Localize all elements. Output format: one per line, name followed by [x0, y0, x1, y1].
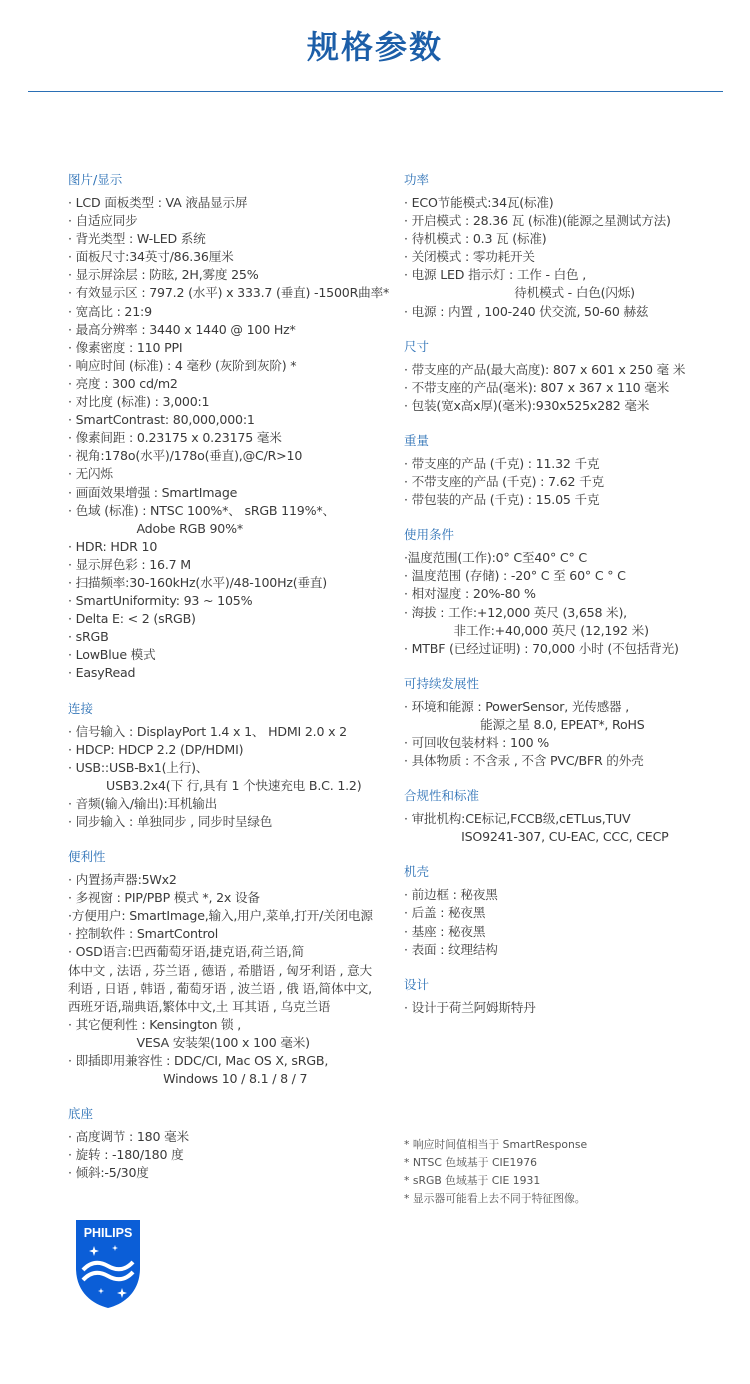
spec-list — [404, 549, 734, 658]
spec-list — [404, 361, 734, 415]
spec-list — [68, 871, 402, 1088]
spec-section — [404, 862, 734, 958]
section-title: 合规性和标准 — [404, 788, 480, 804]
spec-item: · 带包装的产品 (千克) : 15.05 千克 — [404, 492, 600, 508]
spec-list — [404, 810, 734, 846]
section-title: 可持续发展性 — [404, 675, 480, 691]
spec-item: · 显示屏色彩 : 16.7 M — [68, 556, 191, 572]
spec-section — [404, 431, 734, 509]
spec-section — [68, 1104, 402, 1182]
spec-item: · 有效显示区 : 797.2 (水平) x 333.7 (垂直) -1500R曲率* — [68, 285, 390, 301]
spec-section — [404, 975, 734, 1017]
spec-item: ISO9241-307, CU-EAC, CCC, CECP — [404, 829, 669, 845]
spec-item: 体中文 , 法语 , 芬兰语 , 德语 , 希腊语 , 匈牙利语 , 意大 — [68, 962, 372, 978]
spec-item: · 带支座的产品 (千克) : 11.32 千克 — [404, 455, 600, 471]
spec-item: · 开启模式 : 28.36 瓦 (标准)(能源之星测试方法) — [404, 213, 671, 229]
section-title: 尺寸 — [404, 338, 430, 354]
section-title: 图片/显示 — [68, 172, 123, 187]
spec-section — [404, 674, 734, 770]
spec-item: · 像素间距 : 0.23175 x 0.23175 毫米 — [68, 430, 282, 446]
spec-item: · 信号输入 : DisplayPort 1.4 x 1、 HDMI 2.0 x 2 — [68, 723, 347, 739]
philips-logo — [74, 1218, 142, 1310]
footnotes — [404, 1136, 734, 1208]
section-title: 重量 — [404, 432, 430, 448]
spec-item: · SmartUniformity: 93 ~ 105% — [68, 593, 253, 609]
spec-section — [404, 337, 734, 415]
spec-section — [68, 170, 402, 683]
spec-item: · USB::USB-Bx1(上行)、 — [68, 759, 209, 775]
spec-item: 西班牙语,瑞典语,繁体中文,土 耳其语 , 乌克兰语 — [68, 998, 331, 1014]
spec-item: · 电源 : 内置 , 100-240 伏交流, 50-60 赫兹 — [404, 303, 649, 319]
spec-item: · 相对湿度 : 20%-80 % — [404, 586, 536, 602]
spec-section — [68, 699, 402, 832]
left-column — [68, 170, 402, 1199]
section-title: 设计 — [404, 976, 430, 992]
spec-item: · 包装(宽x高x厚)(毫米):930x525x282 毫米 — [404, 397, 650, 413]
spec-item: · 温度范围 (存储) : -20° C 至 60° C ° C — [404, 568, 626, 584]
spec-item: · 显示屏涂层 : 防眩, 2H,雾度 25% — [68, 267, 259, 283]
section-title: 机壳 — [404, 864, 430, 880]
right-column — [404, 170, 734, 1033]
spec-item: · 同步输入 : 单独同步 , 同步时呈绿色 — [68, 814, 273, 829]
spec-item: · 对比度 (标准) : 3,000:1 — [68, 394, 210, 410]
spec-item: · 海拔 : 工作:+12,000 英尺 (3,658 米), — [404, 604, 627, 620]
spec-item: · 审批机构:CE标记,FCCB级,cETLus,TUV — [404, 811, 631, 827]
title-divider — [28, 91, 723, 92]
spec-item: · MTBF (已经过证明) : 70,000 小时 (不包括背光) — [404, 640, 679, 656]
spec-item: · 宽高比 : 21:9 — [68, 303, 152, 319]
spec-item: · 关闭模式 : 零功耗开关 — [404, 249, 535, 265]
spec-item: · 不带支座的产品(毫米): 807 x 367 x 110 毫米 — [404, 379, 670, 395]
spec-item: · Delta E: < 2 (sRGB) — [68, 611, 196, 627]
spec-item: · ECO节能模式:34瓦(标准) — [404, 195, 554, 210]
section-title: 连接 — [68, 700, 94, 716]
spec-list — [404, 698, 734, 770]
spec-item: · EasyRead — [68, 665, 136, 681]
spec-item: · 表面 : 纹理结构 — [404, 941, 498, 957]
spec-item: Adobe RGB 90%* — [68, 520, 243, 536]
spec-item: · 倾斜:-5/30度 — [68, 1165, 149, 1181]
spec-item: · 自适应同步 — [68, 213, 138, 229]
spec-item: Windows 10 / 8.1 / 8 / 7 — [68, 1071, 308, 1087]
spec-item: 待机模式 - 白色(闪烁) — [404, 285, 635, 301]
spec-item: · 即插即用兼容性 : DDC/CI, Mac OS X, sRGB, — [68, 1053, 329, 1069]
spec-item: · 不带支座的产品 (千克) : 7.62 千克 — [404, 474, 604, 490]
spec-item: · 最高分辨率 : 3440 x 1440 @ 100 Hz* — [68, 321, 296, 337]
spec-item: · 基座 : 秘夜黑 — [404, 923, 486, 939]
spec-item: · 无闪烁 — [68, 466, 113, 482]
spec-section — [68, 847, 402, 1088]
spec-item: · 像素密度 : 110 PPI — [68, 339, 183, 355]
spec-item: · 后盖 : 秘夜黑 — [404, 905, 486, 921]
spec-list — [404, 194, 734, 321]
spec-item: · OSD语言:巴西葡萄牙语,捷克语,荷兰语,简 — [68, 944, 304, 960]
page-title: 规格参数 — [306, 28, 443, 66]
section-title: 功率 — [404, 172, 430, 187]
spec-list — [68, 723, 402, 832]
spec-item: · 亮度 : 300 cd/m2 — [68, 375, 178, 391]
spec-list — [68, 194, 402, 683]
spec-item: · 设计于荷兰阿姆斯特丹 — [404, 999, 536, 1015]
spec-item: · 扫描频率:30-160kHz(水平)/48-100Hz(垂直) — [68, 574, 327, 590]
section-title: 底座 — [68, 1106, 94, 1122]
spec-item: · 环境和能源 : PowerSensor, 光传感器 , — [404, 698, 630, 714]
spec-item: · SmartContrast: 80,000,000:1 — [68, 412, 255, 428]
section-title: 使用条件 — [404, 527, 455, 543]
spec-item: · 面板尺寸:34英寸/86.36厘米 — [68, 249, 234, 265]
footnote: * 显示器可能看上去不同于特征图像。 — [404, 1192, 586, 1205]
spec-list — [404, 886, 734, 958]
spec-item: 能源之星 8.0, EPEAT*, RoHS — [404, 716, 645, 732]
spec-section — [404, 786, 734, 846]
spec-item: · 多视窗 : PIP/PBP 模式 *, 2x 设备 — [68, 890, 260, 906]
spec-item: · 具体物质 : 不含汞 , 不含 PVC/BFR 的外壳 — [404, 753, 644, 769]
spec-item: · 旋转 : -180/180 度 — [68, 1147, 184, 1163]
spec-item: · 电源 LED 指示灯 : 工作 - 白色 , — [404, 267, 587, 283]
footnote: * NTSC 色域基于 CIE1976 — [404, 1156, 537, 1169]
spec-list — [68, 1128, 402, 1182]
spec-item: · 画面效果增强 : SmartImage — [68, 484, 238, 500]
spec-item: · 带支座的产品(最大高度): 807 x 601 x 250 毫 米 — [404, 361, 686, 377]
spec-item: · LowBlue 模式 — [68, 647, 156, 663]
spec-item: 非工作:+40,000 英尺 (12,192 米) — [404, 622, 649, 638]
spec-list — [404, 455, 734, 509]
spec-item: · 背光类型 : W-LED 系统 — [68, 231, 206, 247]
footnote: * 响应时间值相当于 SmartResponse — [404, 1138, 588, 1151]
spec-item: · HDR: HDR 10 — [68, 538, 158, 554]
spec-item: · LCD 面板类型 : VA 液晶显示屏 — [68, 195, 248, 210]
spec-item: USB3.2x4(下 行,具有 1 个快速充电 B.C. 1.2) — [68, 777, 362, 793]
spec-item: · 响应时间 (标准) : 4 毫秒 (灰阶到灰阶) * — [68, 357, 297, 373]
spec-item: · 内置扬声器:5Wx2 — [68, 872, 177, 888]
spec-item: · sRGB — [68, 629, 109, 645]
spec-item: · 其它便利性 : Kensington 锁 , — [68, 1016, 242, 1032]
spec-section — [404, 525, 734, 658]
spec-item: · 控制软件 : SmartControl — [68, 926, 219, 942]
spec-item: · 待机模式 : 0.3 瓦 (标准) — [404, 231, 547, 247]
spec-section — [404, 170, 734, 321]
spec-item: VESA 安装架(100 x 100 毫米) — [68, 1034, 310, 1050]
spec-item: · 前边框 : 秘夜黑 — [404, 887, 498, 903]
footnote: * sRGB 色域基于 CIE 1931 — [404, 1174, 541, 1187]
spec-item: · 高度调节 : 180 毫米 — [68, 1129, 189, 1145]
logo-wordmark: PHILIPS — [83, 1226, 133, 1240]
spec-item: ·方便用户: SmartImage,输入,用户,菜单,打开/关闭电源 — [68, 908, 373, 924]
spec-item: · 可回收包装材料 : 100 % — [404, 734, 550, 750]
spec-item: · 音频(输入/输出):耳机输出 — [68, 795, 218, 811]
spec-item: ·温度范围(工作):0° C至40° C° C — [404, 550, 587, 566]
spec-item: · HDCP: HDCP 2.2 (DP/HDMI) — [68, 741, 244, 757]
spec-item: 利语 , 日语 , 韩语 , 葡萄牙语 , 波兰语 , 俄 语,简体中文, — [68, 980, 372, 996]
spec-item: · 视角:178o(水平)/178o(垂直),@C/R>10 — [68, 448, 303, 464]
spec-list — [404, 999, 734, 1017]
spec-item: · 色域 (标准) : NTSC 100%*、 sRGB 119%*、 — [68, 502, 335, 518]
section-title: 便利性 — [68, 849, 106, 865]
